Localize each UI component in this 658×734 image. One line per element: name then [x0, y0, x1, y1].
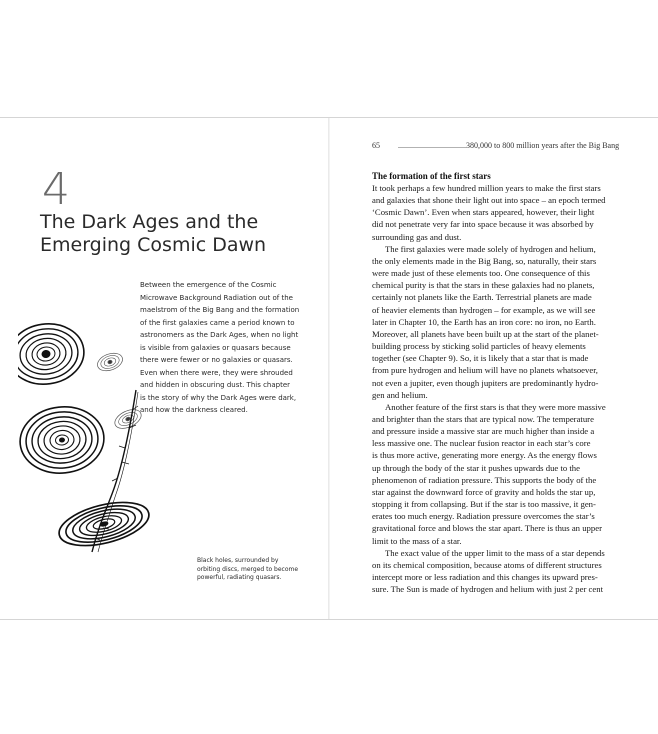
accretion-disc-top — [18, 319, 88, 389]
body-line: and pressure inside a massive star are much higher than inside a — [372, 426, 595, 437]
body-line: The first galaxies were made solely of hydrogen and helium, — [385, 243, 596, 254]
body-line: The exact value of the upper limit to the mass of a star depends — [385, 547, 605, 558]
body-line: certainly not planets like the Earth. Terrestrial planets are made — [372, 292, 592, 303]
black-hole-illustration — [18, 318, 168, 553]
intro-line: Even when there were, they were shrouded — [140, 368, 293, 377]
caption-line: powerful, radiating quasars. — [197, 574, 282, 581]
body-line: It took perhaps a few hundred million years to make the first stars — [372, 183, 601, 193]
intro-line: of the first galaxies came a period known to — [140, 318, 295, 327]
intro-line: Microwave Background Radiation out of the — [140, 293, 293, 302]
running-head-title: ..................................380,000 to 800 million years after the Big Bang — [398, 141, 620, 150]
caption-line: Black holes, surrounded by — [197, 557, 279, 564]
body-line: together (see Chapter 9). So, it is likely that a star that is made — [372, 353, 589, 364]
body-line: on its chemical composition, because atoms of different structures — [372, 559, 602, 570]
book-spread — [0, 117, 658, 620]
intro-line: Between the emergence of the Cosmic — [140, 281, 277, 289]
body-line: not even a jupiter, even though jupiters are predominantly hydro- — [372, 377, 599, 388]
companion-disc-top — [95, 350, 125, 374]
right-page — [330, 118, 658, 619]
chapter-title — [40, 211, 300, 257]
body-line: is thus more active, generating more energy. As the energy flows — [372, 450, 597, 461]
companion-disc-middle — [112, 406, 144, 432]
page-number: 65 — [372, 141, 380, 150]
body-line: gravitational force and blows the star apart. There is thus an upper — [372, 523, 602, 534]
caption-line: orbiting discs, merged to become — [197, 565, 299, 573]
chapter-number: 4 — [42, 164, 70, 215]
body-line: star against the downward force of gravity and holds the star up, — [372, 486, 596, 497]
body-line: chemical purity is that the stars in these galaxies had no planets, — [372, 280, 595, 291]
body-line: phenomenon of radiation pressure. This supports the body of the — [372, 474, 597, 485]
left-page — [0, 118, 328, 619]
body-line: ‘Cosmic Dawn’. Even when stars appeared, however, their light — [372, 207, 595, 218]
body-line: surrounding gas and dust. — [372, 231, 462, 242]
body-line: the only elements made in the Big Bang, so, naturally, their stars — [372, 255, 597, 266]
accretion-disc-middle — [18, 403, 107, 477]
body-line: stopping it from collapsing. But if the star is too massive, it gen- — [372, 499, 596, 510]
body-line: less massive one. The nuclear fusion reactor in each star’s core — [372, 438, 591, 449]
body-line: later in Chapter 10, the Earth has an iron core: no iron, no Earth. — [372, 316, 596, 327]
body-line: did not penetrate very far into space because it was absorbed by — [372, 219, 594, 230]
body-line: Another feature of the first stars is that they were more massive — [385, 401, 606, 412]
running-head — [372, 141, 642, 151]
intro-line: maelstrom of the Big Bang and the formation — [140, 306, 300, 314]
accretion-disc-bottom — [55, 494, 153, 553]
illustration-caption — [197, 557, 307, 583]
intro-line: there were fewer or no galaxies or quasars. — [140, 356, 293, 364]
chapter-title-line: Emerging Cosmic Dawn — [40, 234, 267, 256]
body-line: intercept more or less radiation and this changes its upward pres- — [372, 572, 598, 582]
body-line: up through the body of the star it pushes upwards due to the — [372, 462, 580, 473]
body-line: and galaxies that shone their light out into space – an epoch termed — [372, 195, 606, 206]
section-heading: The formation of the first stars — [372, 171, 491, 181]
intro-line: astronomers as the Dark Ages, when no light — [140, 331, 299, 339]
body-line: and brighter than the stars that are typical now. The temperature — [372, 413, 594, 424]
intro-line: and hidden in obscuring dust. This chapter — [140, 381, 291, 389]
body-line: were made just of these elements too. One consequence of this — [372, 268, 590, 279]
body-line: from pure hydrogen and helium will have no planets whatsoever, — [372, 365, 598, 376]
body-line: Moreover, all planets have been built up at the start of the planet- — [372, 328, 599, 339]
intro-line: is visible from galaxies or quasars because — [140, 343, 291, 352]
body-line: gen and helium. — [372, 389, 428, 400]
body-line: of heavier elements than hydrogen – for example, as we will see — [372, 304, 596, 315]
intro-line: is the story of why the Dark Ages were dark, — [140, 393, 297, 402]
body-line: building process by sticking solid particles of heavy elements — [372, 341, 586, 352]
body-line: limit to the mass of a star. — [372, 535, 462, 546]
intro-line: and how the darkness cleared. — [140, 406, 248, 414]
body-text — [372, 182, 642, 595]
body-line: erates too much energy. Radiation pressure overcomes the star’s — [372, 511, 595, 522]
chapter-title-line: The Dark Ages and the — [40, 211, 259, 233]
body-line: sure. The Sun is made of hydrogen and helium with just 2 per cent — [372, 584, 603, 595]
